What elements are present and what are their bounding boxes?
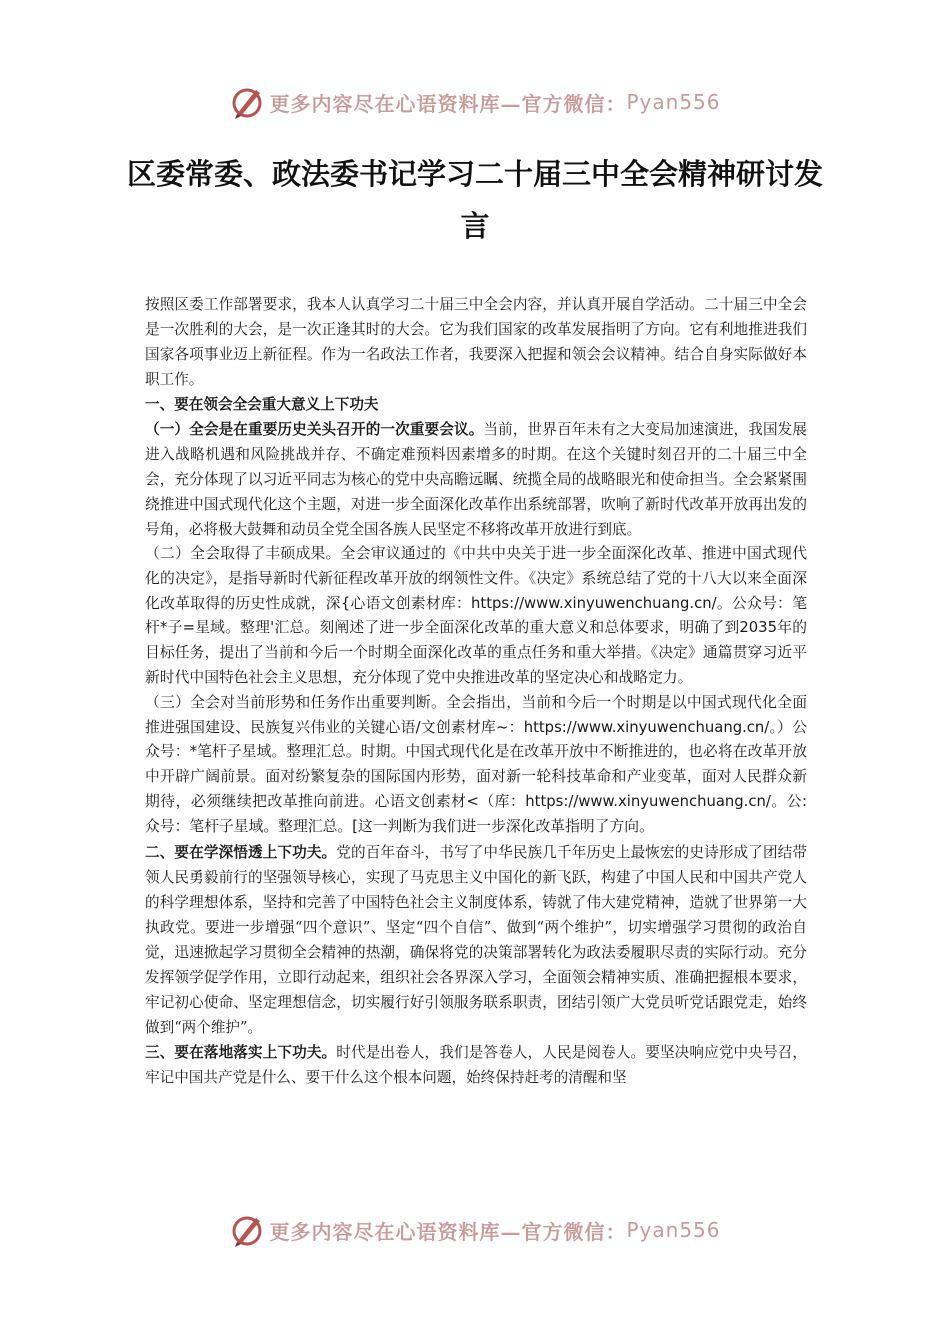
heading-2-paragraph xyxy=(145,840,807,1040)
footer-watermark-banner xyxy=(0,1210,950,1250)
banner-text: 更多内容尽在心语资料库—官方微信： xyxy=(269,91,627,116)
section-1-lead: （一）全会是在重要历史关头召开的一次重要会议。 xyxy=(145,421,484,438)
section-1-body: 当前，世界百年未有之大变局加速演进，我国发展进入战略机遇和风险挑战并存、不确定难预料因素增多的时期。在这个关键时刻召开的二十届三中全会，充分体现了以习近平同志为核心的党中央高瞻远瞩、统揽全局的战略眼光和使命担当。全会紧紧围绕推进中国式现代化这个主题，对进一步全面深化改革作出系统部署，吹响了新时代改革开放再出发的号角，必将极大鼓舞和动员全党全国各族人民坚定不移将改革开放进行到底。 xyxy=(145,421,807,538)
section-2-paragraph: （二）全会取得了丰硕成果。全会审议通过的《中共中央关于进一步全面深化改革、推进中国式现代化的决定》，是指导新时代新征程改革开放的纲领性文件。《决定》系统总结了党的十八大以来全面深化改革取得的历史性成就，深{心语文创素材库：https://www.xinyuwenchuang.cn/。公众号：笔杆*子=星域。整理'汇总。刻阐述了进一步全面深化改革的重大意义和总体要求，明确了到2035年的目标任务，提出了当前和今后一个时期全面深化改革的重点任务和重大举措。《决定》通篇贯穿习近平新时代中国特色社会主义思想，充分体现了党中央推进改革的坚定决心和战略定力。 xyxy=(145,545,807,686)
document-body xyxy=(145,292,807,1090)
heading-2: 二、要在学深悟透上下功夫。 xyxy=(145,843,337,861)
heading-3-paragraph xyxy=(145,1040,807,1090)
document-title: 区委常委、政法委书记学习二十届三中全会精神研讨发言 xyxy=(126,157,823,243)
heading-2-body: 党的百年奋斗，书写了中华民族几千年历史上最恢宏的史诗形成了团结带领人民勇毅前行的坚强领导核心，实现了马克思主义中国化的新飞跃，构建了中国人民和中国共产党人的科学理想体系，坚持和完善了中国特色社会主义制度体系，铸就了伟大建党精神，造就了世界第一大执政党。要进一步增强“四个意识”、坚定“四个自信”、做到“两个维护”，切实增强学习贯彻的政治自觉，迅速掀起学习贯彻全会精神的热潮，确保将党的决策部署转化为政法委履职尽责的实际行动。充分发挥领学促学作用，立即行动起来，组织社会各界深入学习，全面领会精神实质、准确把握根本要求，牢记初心使命、坚定理想信念，切实履行好引领服务联系职责，团结引领广大党员听党话跟党走，始终做到“两个维护”。 xyxy=(145,843,807,1036)
pen-circle-logo-icon xyxy=(229,1212,265,1248)
section-3-paragraph: （三）全会对当前形势和任务作出重要判断。全会指出，当前和今后一个时期是以中国式现代化全面推进强国建设、民族复兴伟业的关键心语/文创素材库~：https://www.xinyuwenchuang.cn/。）公众号：*笔杆子星域。整理汇总。时期。中国式现代化是在改革开放中不断推进的，也必将在改革开放中开辟广阔前景。面对纷繁复杂的国际国内形势，面对新一轮科技革命和产业变革，面对人民群众新期待，必须继续把改革推向前进。心语文创素材<（库：https://www.xinyuwenchuang.cn/。公:众号：笔杆子星域。整理汇总。[这一判断为我们进一步深化改革指明了方向。 xyxy=(145,693,807,835)
header-watermark-banner xyxy=(0,82,950,122)
heading-3-body: 时代是出卷人，我们是答卷人，人民是阅卷人。要坚决响应党中央号召，牢记中国共产党是什么、要干什么这个根本问题，始终保持赶考的清醒和坚 xyxy=(145,1043,807,1086)
heading-1: 一、要在领会全会重大意义上下功夫 xyxy=(145,396,379,413)
section-1-paragraph xyxy=(145,417,807,542)
banner-wechat-id: Pyan556 xyxy=(626,1218,721,1242)
intro-paragraph: 按照区委工作部署要求，我本人认真学习二十届三中全会内容，并认真开展自学活动。二十届三中全会是一次胜利的大会，是一次正逢其时的大会。它为我们国家的改革发展指明了方向。它有利地推进我们国家各项事业迈上新征程。作为一名政法工作者，我要深入把握和领会会议精神。结合自身实际做好本职工作。 xyxy=(145,296,807,388)
banner-text: 更多内容尽在心语资料库—官方微信： xyxy=(269,1219,627,1244)
banner-wechat-id: Pyan556 xyxy=(626,90,721,114)
heading-3: 三、要在落地落实上下功夫。 xyxy=(145,1043,337,1061)
pen-circle-logo-icon xyxy=(229,84,265,120)
